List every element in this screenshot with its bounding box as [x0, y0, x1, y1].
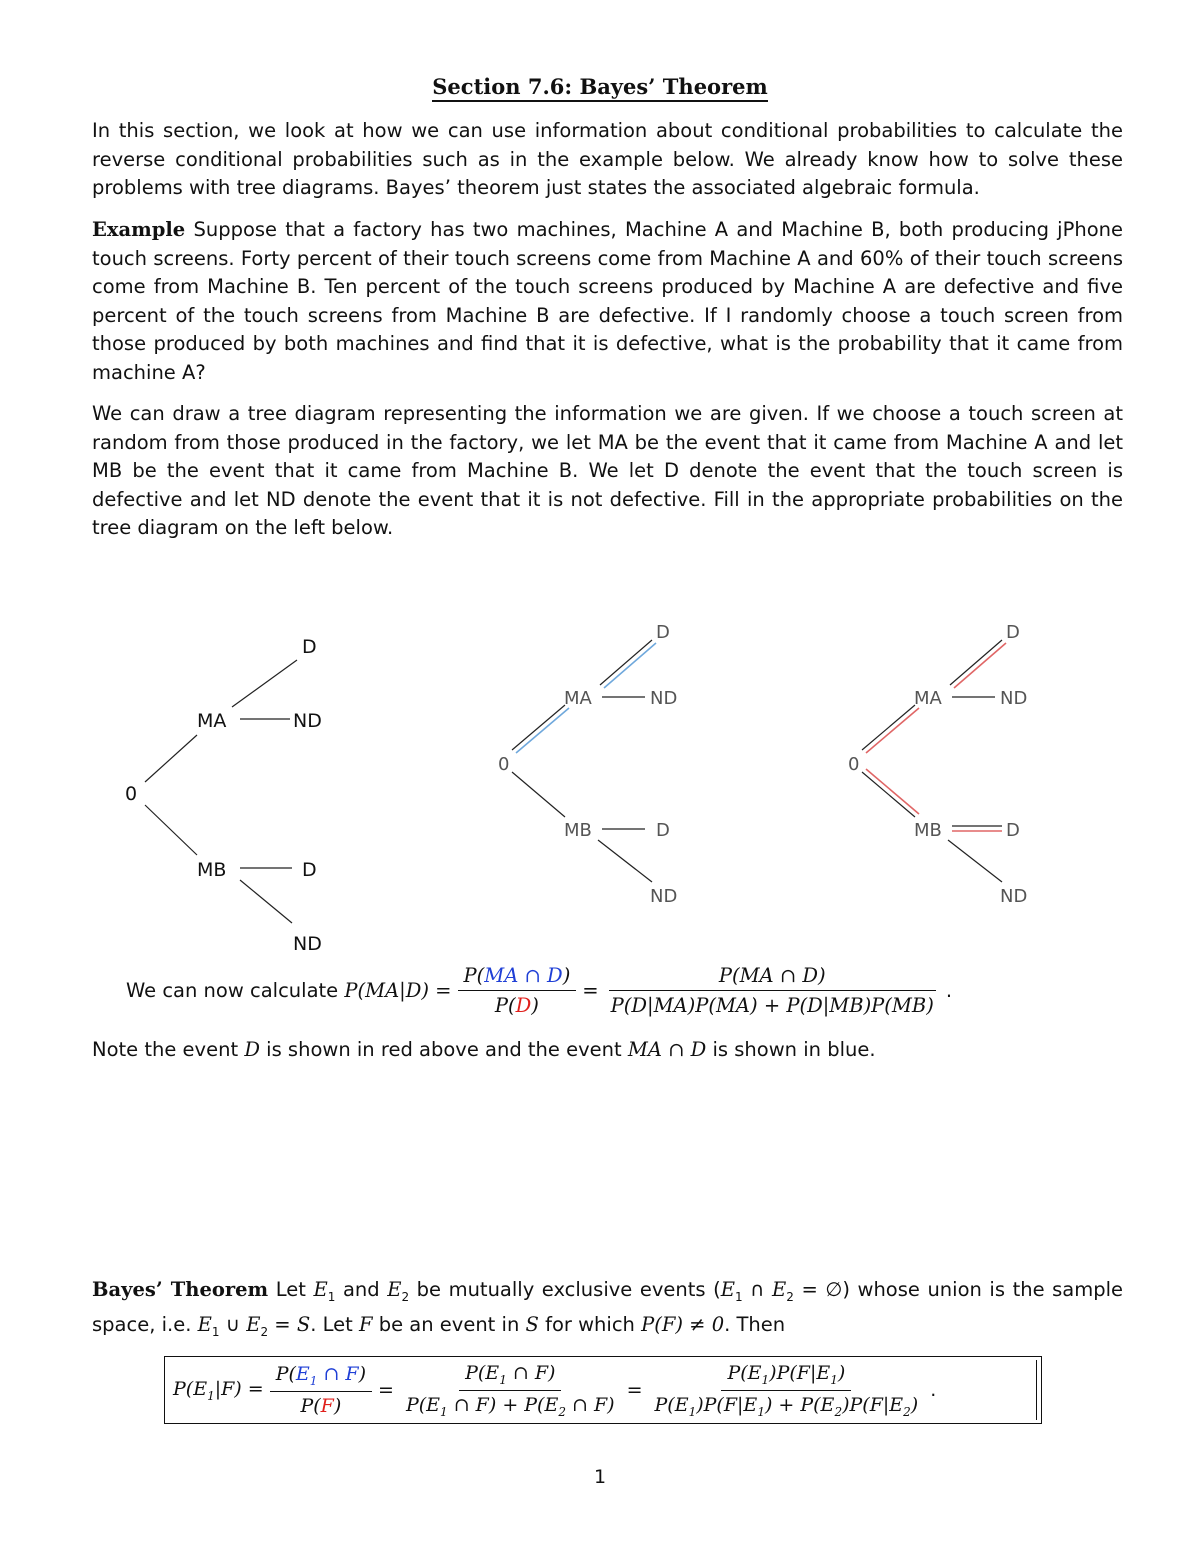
calc-blue-event: MA ∩ D	[484, 964, 563, 987]
edge-root-mb	[145, 805, 197, 855]
red-path-root-mb	[866, 769, 919, 814]
formula-fraction-1: $\frac{P(E_1 \cap F)}{P(F)}$	[270, 1363, 372, 1417]
edge-ma-d	[232, 660, 297, 707]
right-mb-label: MB	[914, 820, 942, 841]
left-mb-d-label: D	[302, 859, 317, 881]
middle-mb-d-label: D	[656, 820, 670, 841]
red-path-ma-d	[954, 643, 1006, 688]
right-ma-label: MA	[914, 688, 942, 709]
tree-diagrams	[0, 610, 1200, 950]
example-text: Suppose that a factory has two machines, Machine A and Machine B, both producing jPhone touch screens. Forty percent of their touch screens come from Machine A and 60% of their touch screens come from Machine B. Ten percent of the touch screens produced by Machine A are defective and five percent of the touch screens from Machine B are defective. If I randomly choose a touch screen from those produced by both machines and find that it is defective, what is the probability that it came from machine A?	[92, 218, 1124, 384]
right-mb-nd-label: ND	[1000, 886, 1028, 907]
intro-paragraph: In this section, we look at how we can use information about conditional probabilities to calculate the reverse conditional probabilities such as in the example below. We already know how to solve these problems with tree diagrams. Bayes’ theorem just states the associated algebraic formula.	[92, 119, 1123, 199]
left-tree	[145, 660, 297, 923]
bayes-formula: $P(E_1|F)$ = $\frac{P(E_1 \cap F)}{P(F)}$ = $\frac{P(E_1 \cap F)}{P(E_1 \cap F) + P(E_2 \cap F)}$ = $\frac{P(E_1)P(F|E_1)}{P(E_1)P(F|E_1) + P(E_2)P(F|E_2)}$ .	[173, 1361, 937, 1419]
calc-fraction-2: $\frac{P(MA \cap D)}{P(D|MA)P(MA) + P(D|MB)P(MB)}$	[610, 964, 934, 1017]
middle-nd-label: ND	[650, 688, 678, 709]
formula-fraction-3: $\frac{P(E_1)P(F|E_1)}{P(E_1)P(F|E_1) + P(E_2)P(F|E_2)}$	[654, 1361, 919, 1419]
middle-ma-label: MA	[564, 688, 592, 709]
right-nd-label: ND	[1000, 688, 1028, 709]
middle-d-label: D	[656, 622, 670, 643]
page-number: 1	[593, 1466, 607, 1488]
calc-lead: We can now calculate	[126, 979, 339, 1002]
bayes-statement: Bayes’ Theorem Let $E_1$ and $E_2$ be mutually exclusive events ($E_1$ ∩ $E_2$ = ∅) whose union is the sample space, i.e. $E_1$ ∪ $E_2 = S$. Let F be an event in S for which P(F) ≠ 0. Then	[92, 1278, 1124, 1340]
tree-paragraph: We can draw a tree diagram representing the information we are given. If we choose a touch screen at random from those produced in the factory, we let MA be the event that it came from Machine A and let MB be the event that it came from Machine B. We let D denote the event that the touch screen is defective and let ND denote the event that it is not defective. Fill in the appropriate probabilities on the tree diagram on the left below.	[92, 402, 1123, 539]
bayes-label: Bayes’ Theorem	[92, 1278, 269, 1301]
left-nd-label: ND	[293, 710, 322, 732]
red-path-root-ma	[866, 708, 919, 753]
example-paragraph	[92, 216, 1123, 387]
edge-mb-nd	[240, 880, 292, 923]
left-ma-label: MA	[197, 710, 227, 732]
left-mb-label: MB	[197, 859, 227, 881]
middle-tree	[512, 640, 656, 882]
calc-red-event: D	[515, 994, 532, 1017]
left-mb-nd-label: ND	[293, 933, 322, 950]
calc-fraction-1: $\frac{P(MA \cap D)}{P(D)}$	[458, 964, 577, 1017]
note-line: Note the event D is shown in red above and the event MA ∩ D is shown in blue.	[92, 1038, 876, 1061]
middle-mb-nd-label: ND	[650, 886, 678, 907]
blue-path-root-ma	[516, 708, 569, 753]
calc-lhs: P(MA|D) =	[344, 979, 452, 1002]
right-d-label: D	[1006, 622, 1020, 643]
edge-root-ma	[145, 735, 197, 782]
right-root-label: 0	[848, 754, 860, 775]
calculation-equation: We can now calculate P(MA|D) = $\frac{P(MA \cap D)}{P(D)}$ = $\frac{P(MA \cap D)}{P(D|MA)P(MA) + P(D|MB)P(MB)}$ .	[126, 964, 953, 1017]
left-root-label: 0	[125, 783, 138, 805]
middle-mb-label: MB	[564, 820, 592, 841]
middle-root-label: 0	[498, 754, 510, 775]
right-tree	[862, 640, 1006, 882]
bayes-formula-box	[164, 1356, 1042, 1424]
section-title: Section 7.6: Bayes’ Theorem	[0, 74, 1200, 99]
right-mb-d-label: D	[1006, 820, 1020, 841]
example-label: Example	[92, 218, 186, 241]
formula-fraction-2: $\frac{P(E_1 \cap F)}{P(E_1 \cap F) + P(E_2 \cap F)}$	[405, 1361, 615, 1419]
left-d-label: D	[302, 636, 317, 658]
blue-path-ma-d	[604, 643, 656, 688]
